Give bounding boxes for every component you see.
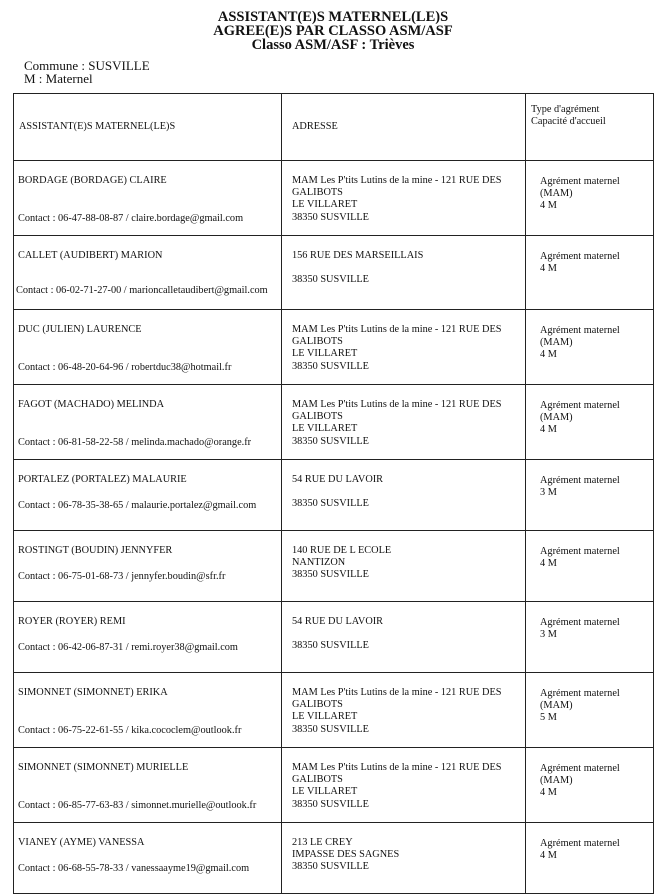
legend-label: M : Maternel [24,71,93,86]
header-agrement-type: Type d'agrément [531,104,600,115]
address-line: 38350 SUSVILLE [292,435,369,447]
assistant-contact: Contact : 06-42-06-87-31 / remi.royer38@gmail.com [18,641,238,653]
address-line: MAM Les P'tits Lutins de la mine - 121 RUE DES GALIBOTS [292,687,502,711]
address-line: 38350 SUSVILLE [292,723,369,735]
agrement-line: Agrément maternel [540,475,620,486]
address-cell [282,236,526,310]
agrement-line: 4 M [540,850,557,862]
agrement-line: (MAM) [540,412,573,424]
agrement-line: Agrément maternel [540,763,620,774]
address-line: 213 LE CREY [292,837,353,848]
table-row [14,748,654,823]
address-line: 140 RUE DE L ECOLE [292,545,392,556]
header-agrement-capacite: Capacité d'accueil [531,116,606,128]
assistant-name: VIANEY (AYME) VANESSA [18,837,145,848]
table-row [14,460,654,531]
agrement-cell [526,385,654,460]
assistant-contact: Contact : 06-68-55-78-33 / vanessaayme19@gmail.com [18,862,250,874]
assistant-name: ROSTINGT (BOUDIN) JENNYFER [18,545,173,556]
agrement-line [540,275,649,287]
assistant-cell [14,385,282,460]
address-line: LE VILLARET [292,423,358,435]
address-line: MAM Les P'tits Lutins de la mine - 121 RUE DES GALIBOTS [292,399,502,423]
document-title-line3: Classo ASM/ASF : Trièves [251,37,415,53]
assistant-cell [14,310,282,385]
agrement-line: 4 M [540,263,557,275]
agrement-line [540,499,649,511]
header-agrement [526,94,654,161]
address-line: 156 RUE DES MARSEILLAIS [292,250,424,261]
address-cell [282,602,526,673]
agrement-line: Agrément maternel [540,546,620,557]
header-adresse: ADRESSE [282,94,526,161]
assistant-contact: Contact : 06-78-35-38-65 / malaurie.portalez@gmail.com [18,499,257,511]
assistant-contact: Contact : 06-75-01-68-73 / jennyfer.boudin@sfr.fr [18,570,226,582]
table-row [14,823,654,894]
agrement-line [540,641,649,653]
assistant-cell [14,823,282,894]
table-row [14,385,654,460]
address-line: 38350 SUSVILLE [292,798,369,810]
agrement-line: Agrément maternel [540,251,620,262]
address-line: 38350 SUSVILLE [292,211,369,223]
address-line: MAM Les P'tits Lutins de la mine - 121 RUE DES GALIBOTS [292,175,502,199]
address-line: LE VILLARET [292,199,358,211]
address-cell [282,310,526,385]
assistant-contact: Contact : 06-85-77-63-83 / simonnet.murielle@outlook.fr [18,799,257,811]
address-line: IMPASSE DES SAGNES [292,849,400,861]
agrement-cell [526,531,654,602]
address-cell [282,748,526,823]
assistant-cell [14,602,282,673]
assistant-name: PORTALEZ (PORTALEZ) MALAURIE [18,474,187,485]
agrement-line: (MAM) [540,700,573,712]
assistant-contact: Contact : 06-75-22-61-55 / kika.cococlem@outlook.fr [18,724,242,736]
address-line: 38350 SUSVILLE [292,498,369,510]
assistant-cell [14,460,282,531]
agrement-cell [526,748,654,823]
assistants-table [13,93,654,894]
address-cell [282,385,526,460]
commune-label: Commune : SUSVILLE [24,58,150,73]
agrement-line: Agrément maternel [540,617,620,628]
assistant-cell [14,531,282,602]
address-line: LE VILLARET [292,348,358,360]
table-row [14,531,654,602]
document-title-line2: AGREE(E)S PAR CLASSO ASM/ASF [213,23,453,39]
address-line: 38350 SUSVILLE [292,640,369,652]
table-header-row [14,94,654,161]
table-row [14,673,654,748]
agrement-cell [526,161,654,236]
address-line: 38350 SUSVILLE [292,274,369,286]
agrement-cell [526,236,654,310]
address-cell [282,161,526,236]
address-cell [282,460,526,531]
agrement-line: 3 M [540,487,557,499]
document-title-line1: ASSISTANT(E)S MATERNEL(LE)S [217,9,449,25]
agrement-line: Agrément maternel [540,838,620,849]
assistant-cell [14,236,282,310]
address-cell [282,673,526,748]
address-line: MAM Les P'tits Lutins de la mine - 121 RUE DES GALIBOTS [292,324,502,348]
assistant-contact: Contact : 06-48-20-64-96 / robertduc38@hotmail.fr [18,361,232,373]
agrement-cell [526,673,654,748]
address-cell [282,531,526,602]
assistant-name: FAGOT (MACHADO) MELINDA [18,399,165,410]
address-line [292,486,519,498]
assistant-name: CALLET (AUDIBERT) MARION [18,250,163,261]
assistant-cell [14,748,282,823]
agrement-line: Agrément maternel [540,400,620,411]
assistant-name: SIMONNET (SIMONNET) ERIKA [18,687,168,698]
agrement-line: 4 M [540,558,557,570]
agrement-line [540,570,649,582]
table-row [14,236,654,310]
agrement-cell [526,310,654,385]
address-line: LE VILLARET [292,786,358,798]
address-line: 38350 SUSVILLE [292,861,369,873]
address-line: MAM Les P'tits Lutins de la mine - 121 RUE DES GALIBOTS [292,762,502,786]
assistant-name: ROYER (ROYER) REMI [18,616,126,627]
agrement-line: 4 M [540,349,557,361]
agrement-cell [526,602,654,673]
agrement-line: 4 M [540,787,557,799]
address-line: 54 RUE DU LAVOIR [292,474,384,485]
address-line: NANTIZON [292,557,346,569]
address-line: LE VILLARET [292,711,358,723]
agrement-line: Agrément maternel [540,688,620,699]
agrement-line: 4 M [540,424,557,436]
table-row [14,602,654,673]
assistant-cell [14,673,282,748]
assistant-contact: Contact : 06-02-71-27-00 / marioncalletaudibert@gmail.com [16,284,268,296]
agrement-line: (MAM) [540,188,573,200]
address-line [292,262,519,274]
table-row [14,161,654,236]
agrement-line: 3 M [540,629,557,641]
address-line: 54 RUE DU LAVOIR [292,616,384,627]
address-line: 38350 SUSVILLE [292,360,369,372]
agrement-line: 4 M [540,200,557,212]
assistant-contact: Contact : 06-47-88-08-87 / claire.bordage@gmail.com [18,212,244,224]
agrement-line: Agrément maternel [540,176,620,187]
agrement-line: Agrément maternel [540,325,620,336]
assistant-name: BORDAGE (BORDAGE) CLAIRE [18,175,167,186]
assistant-name: DUC (JULIEN) LAURENCE [18,324,142,335]
address-line [292,628,519,640]
agrement-line: 5 M [540,712,557,724]
agrement-line [540,862,649,874]
table-row [14,310,654,385]
address-line: 38350 SUSVILLE [292,569,369,581]
agrement-cell [526,823,654,894]
agrement-line: (MAM) [540,775,573,787]
header-assistants: ASSISTANT(E)S MATERNEL(LE)S [14,94,282,161]
address-cell [282,823,526,894]
assistant-cell [14,161,282,236]
agrement-line: (MAM) [540,337,573,349]
assistant-contact: Contact : 06-81-58-22-58 / melinda.machado@orange.fr [18,436,252,448]
agrement-cell [526,460,654,531]
assistant-name: SIMONNET (SIMONNET) MURIELLE [18,762,189,773]
